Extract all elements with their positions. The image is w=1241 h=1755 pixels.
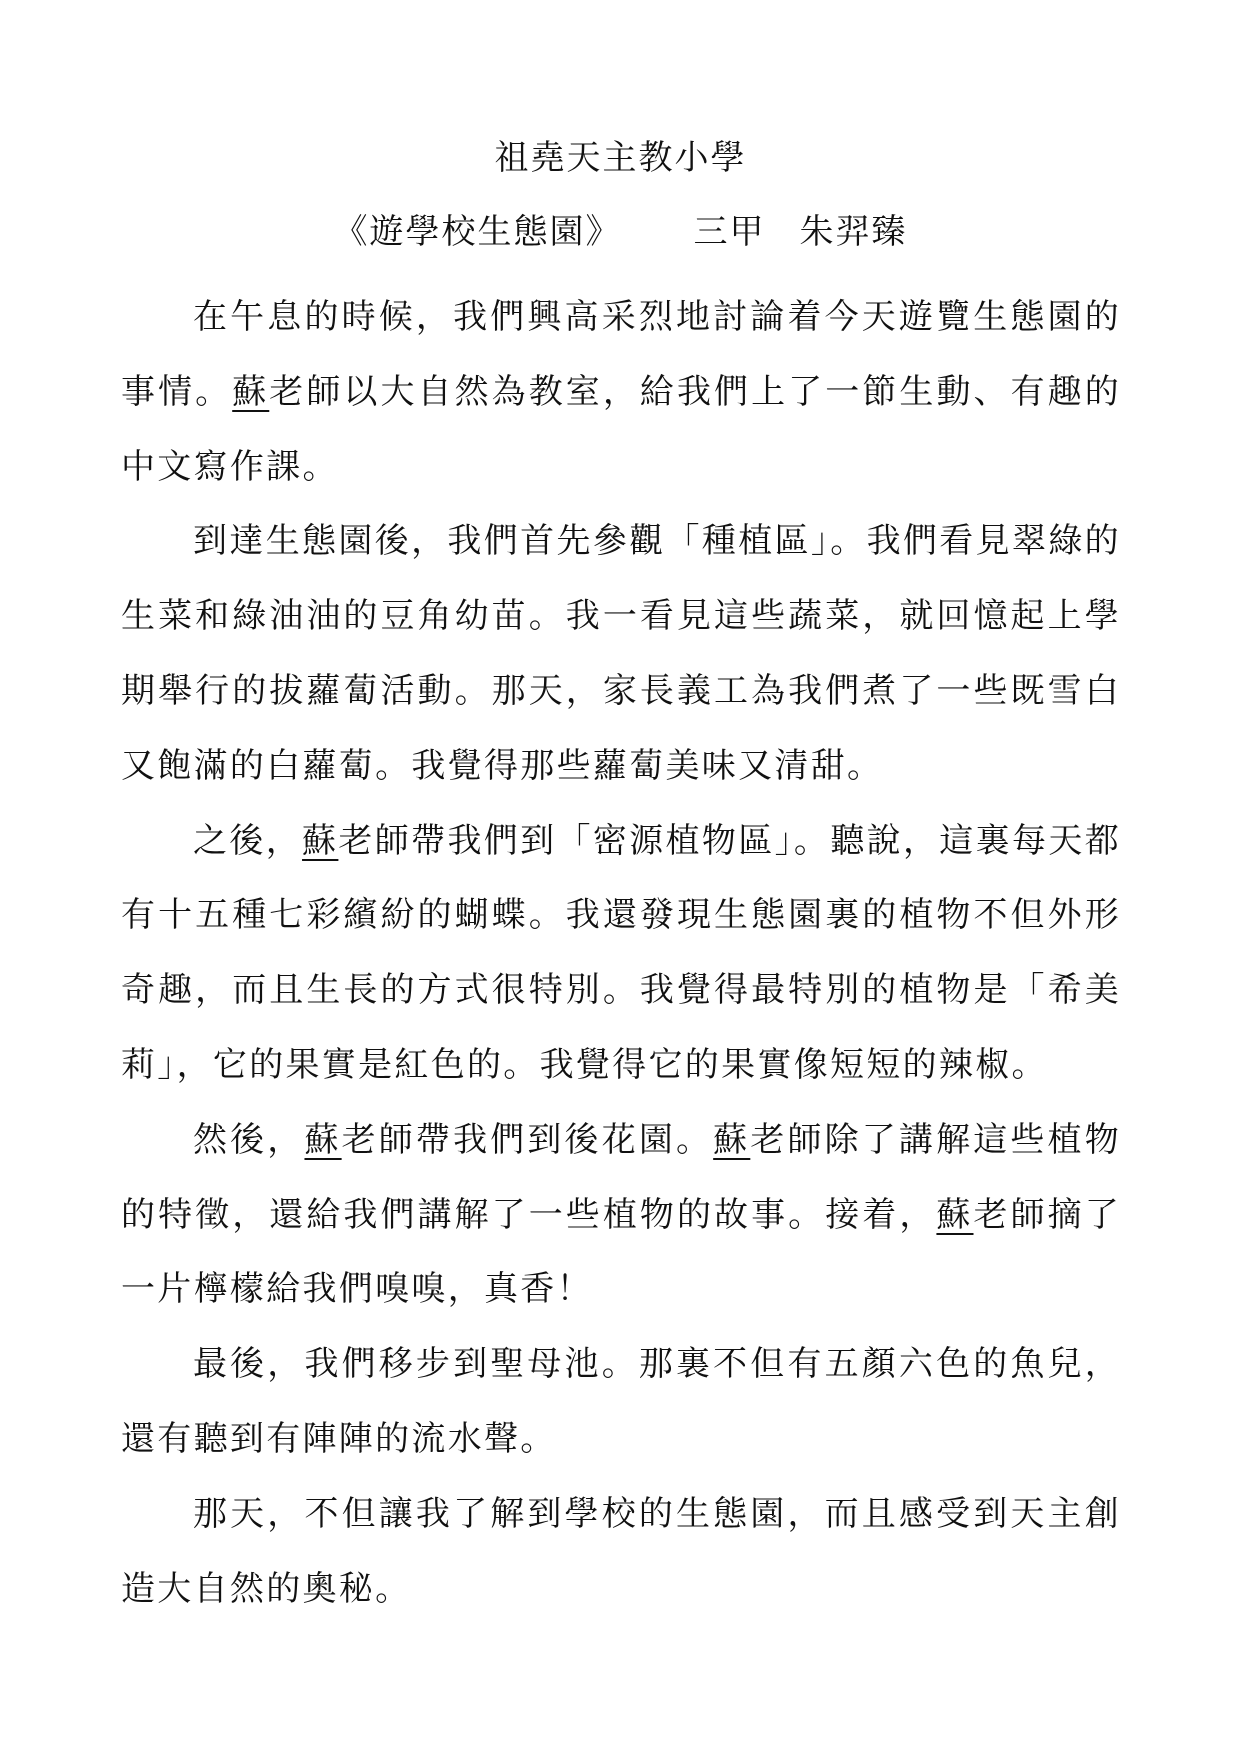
- paragraph-text: 老師摘了一片檸檬給我們嗅嗅，真香！: [121, 1194, 1121, 1310]
- paragraph-text: 老師以大自然為教室，給我們上了一節生動、有趣的中文寫作課。: [121, 371, 1121, 487]
- proper-name: 蘇: [936, 1194, 974, 1235]
- class-name: 三甲: [693, 212, 766, 252]
- paragraph-text: 之後，: [193, 820, 303, 861]
- paragraph-1: [121, 280, 1121, 504]
- proper-name: 蘇: [232, 371, 270, 412]
- paragraph-text: 老師帶我們到後花園。: [341, 1119, 714, 1160]
- paragraph-6: 那天，不但讓我了解到學校的生態園，而且感受到天主創造大自然的奧秘。: [121, 1493, 1121, 1609]
- paragraph-text: 然後，: [193, 1119, 305, 1160]
- paragraph-text: 在午息的時候，我們興高采烈地討論着今天遊覽生態園的事情。: [121, 297, 1121, 412]
- paragraph-text: 老師帶我們到「密源植物區」。聽說，這裏每天都有十五種七彩繽紛的蝴蝶。我還發現生態園裏的植物不但外形奇趣，而且生長的方式很特別。我覺得最特別的植物是「希美莉」，它的果實是紅色的。我覺得它的果實像短短的辣椒。: [121, 820, 1121, 1085]
- proper-name: 蘇: [713, 1119, 751, 1160]
- proper-name: 蘇: [304, 1119, 342, 1160]
- paragraph-4: [121, 1103, 1121, 1327]
- essay-title: 《遊學校生態園》: [333, 212, 622, 252]
- paragraph-2: 到達生態園後，我們首先參觀「種植區」。我們看見翠綠的生菜和綠油油的豆角幼苗。我一看見這些蔬菜，就回憶起上學期舉行的拔蘿蔔活動。那天，家長義工為我們煮了一些既雪白又飽滿的白蘿蔔。我覺得那些蘿蔔美味又清甜。: [121, 521, 1121, 786]
- paragraph-3: [121, 804, 1121, 1103]
- proper-name: 蘇: [302, 820, 339, 861]
- essay-body: [121, 280, 1121, 1626]
- title-line: [0, 207, 1241, 257]
- paragraph-text: 老師除了講解這些植物的特徵，還給我們講解了一些植物的故事。接着，: [121, 1119, 1121, 1235]
- student-name: 朱羿臻: [799, 212, 908, 252]
- paragraph-5: 最後，我們移步到聖母池。那裏不但有五顏六色的魚兒，還有聽到有陣陣的流水聲。: [121, 1344, 1121, 1459]
- school-name: 祖堯天主教小學: [494, 138, 747, 178]
